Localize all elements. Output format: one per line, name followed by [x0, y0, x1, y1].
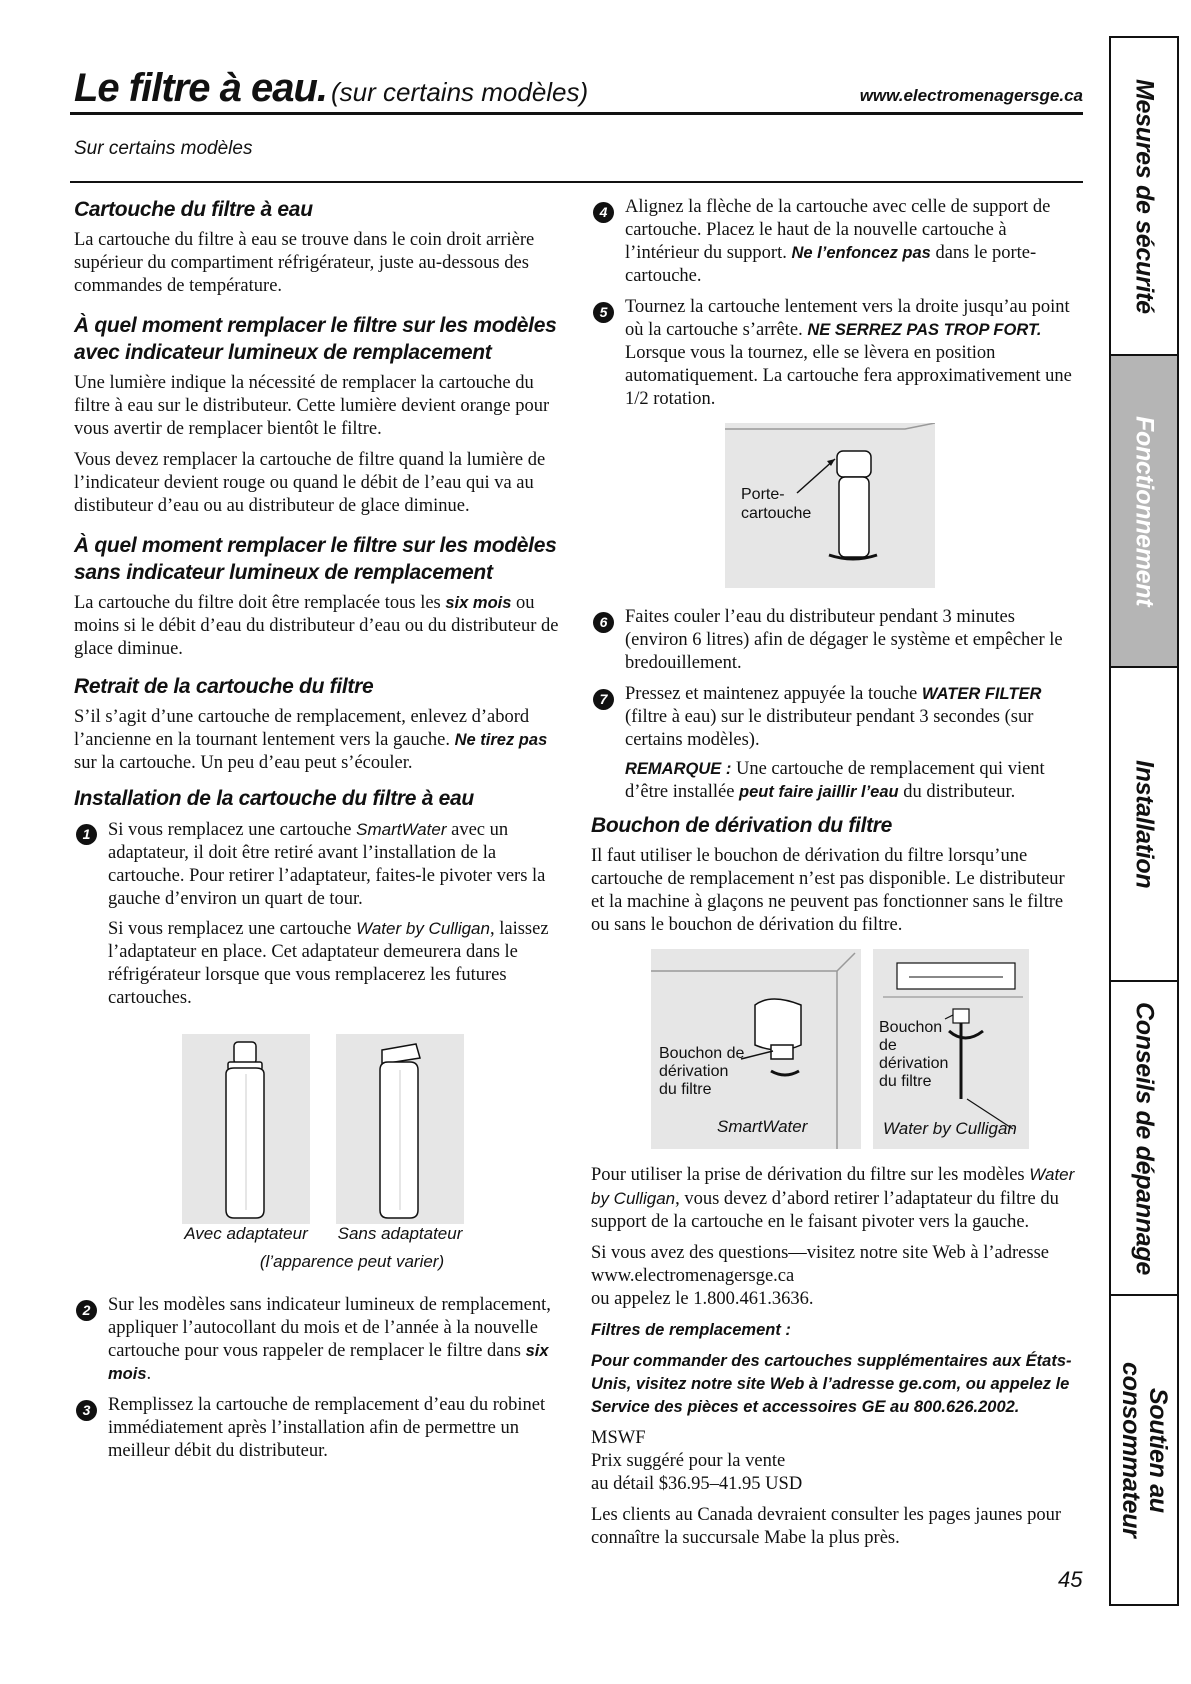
- step-number-icon: 3: [76, 1400, 97, 1421]
- figure-smartwater: [651, 949, 861, 1149]
- retrait-text: S’il s’agit d’une cartouche de remplacement, enlevez d’abord l’ancienne en la tournant lentement vers la gauche. Ne tirez pas sur la cartouche. Un peu d’eau peut s’écouler.: [74, 707, 548, 773]
- subtitle: Sur certains modèles: [74, 138, 253, 159]
- figure-sans-adaptateur: [336, 1034, 464, 1244]
- page-title-main: Le filtre à eau.: [74, 66, 327, 110]
- caption-smartwater: SmartWater: [717, 1117, 808, 1136]
- avec-indicateur-p1: Une lumière indique la nécessité de remplacer la cartouche du filtre à eau sur le distributeur. Cette lumière devient orange pour vous avertir de remplacer bientôt le filtre.: [74, 373, 550, 439]
- figure-water-by-culligan: [873, 949, 1029, 1149]
- figure-avec-adaptateur: [182, 1034, 310, 1244]
- step-number-icon: 4: [593, 202, 614, 223]
- step-6-text: Faites couler l’eau du distributeur pendant 3 minutes (environ 6 litres) afin de dégager le système et empêcher le bredouillement.: [625, 607, 1063, 673]
- tab-mesures-de-securite[interactable]: Mesures de sécurité: [1111, 38, 1177, 356]
- heading-retrait: Retrait de la cartouche du filtre: [74, 675, 374, 698]
- step-7: [591, 683, 1081, 804]
- heading-cartouche: Cartouche du filtre à eau: [74, 198, 313, 221]
- page-number: 45: [1058, 1567, 1083, 1592]
- tab-fonctionnement[interactable]: Fonctionnement: [1111, 356, 1177, 668]
- cartouche-text: La cartouche du filtre à eau se trouve dans le coin droit arrière supérieur du compartiment réfrigérateur, juste au-dessous des commandes de température.: [74, 230, 535, 296]
- step-6: [591, 606, 1081, 675]
- emphasis-six-mois: six mois: [445, 594, 512, 612]
- step-1: [74, 818, 570, 1010]
- step-5-text: Tournez la cartouche lentement vers la droite jusqu’au point où la cartouche s’arrête. NE SERREZ PAS TROP FORT. Lorsque vous la tournez, elle se lèvera en position automatiquement. La cartouche fera approximativement une 1/2 rotation.: [625, 297, 1072, 409]
- culligan-label: Bouchon de dérivation du filtre: [879, 1019, 949, 1090]
- bypass-figures: [651, 949, 1081, 1149]
- page-title: [74, 66, 588, 111]
- site-url[interactable]: www.electromenagersge.ca: [859, 86, 1083, 105]
- step-5: [591, 296, 1081, 411]
- right-column: [591, 196, 1081, 1558]
- step-3-text: Remplissez la cartouche de remplacement d’eau du robinet immédiatement après l’installation afin de permettre un meilleur débit du distributeur.: [108, 1395, 546, 1461]
- filter-cartridge-icon: [336, 1034, 464, 1224]
- step-1-text-2: Si vous remplacez une cartouche Water by Culligan, laissez l’adaptateur en place. Cet adaptateur demeurera dans le réfrigérateur lorsque que vous remplacerez les futures cartouches.: [108, 919, 549, 1008]
- step-number-icon: 6: [593, 612, 614, 633]
- step-number-icon: 5: [593, 302, 614, 323]
- section-rule: [70, 181, 1083, 183]
- step-2-text: Sur les modèles sans indicateur lumineux de remplacement, appliquer l’autocollant du mois et de l’année à la nouvelle cartouche pour vous rappeler de remplacer le filtre dans six mois.: [108, 1295, 551, 1384]
- page-title-sub: (sur certains modèles): [330, 77, 589, 107]
- tab-installation[interactable]: Installation: [1111, 668, 1177, 982]
- title-rule: [70, 112, 1083, 115]
- heading-avec-indicateur: À quel moment remplacer le filtre sur les modèles avec indicateur lumineux de remplacement: [74, 314, 557, 364]
- step-4: [591, 196, 1081, 288]
- figure-porte-cartouche: [725, 423, 935, 588]
- step-number-icon: 7: [593, 689, 614, 710]
- left-column: [74, 196, 570, 1471]
- sans-indicateur-text: La cartouche du filtre doit être remplacée tous les six mois ou moins si le débit d’eau du distributeur d’eau ou du distributeur de glace diminue.: [74, 593, 559, 659]
- step-7-remarque: REMARQUE : Une cartouche de remplacement qui vient d’être installée peut faire jaillir l’eau du distributeur.: [625, 759, 1045, 802]
- figure-note: (l’apparence peut varier): [259, 1252, 445, 1271]
- bypass-use-text: Pour utiliser la prise de dérivation du filtre sur les modèles Water by Culligan, vous devez d’abord retirer l’adaptateur du filtre du support de la cartouche en le faisant pivoter vers la gauche.: [591, 1165, 1075, 1232]
- heading-bouchon: Bouchon de dérivation du filtre: [591, 814, 893, 837]
- heading-sans-indicateur: À quel moment remplacer le filtre sur les modèles sans indicateur lumineux de remplacement: [74, 534, 557, 584]
- questions-text: Si vous avez des questions—visitez notre site Web à l’adresse www.electromenagersge.ca ou appelez le 1.800.461.3636.: [591, 1243, 1049, 1309]
- step-7-text: Pressez et maintenez appuyée la touche WATER FILTER (filtre à eau) sur le distributeur pendant 3 secondes (sur certains modèles).: [625, 684, 1042, 750]
- caption-sans-adaptateur: Sans adaptateur: [337, 1224, 463, 1243]
- porte-cartouche-label: Porte- cartouche: [741, 486, 812, 522]
- tab-conseils-de-depannage[interactable]: Conseils de dépannage: [1111, 982, 1177, 1296]
- avec-indicateur-p2: Vous devez remplacer la cartouche de filtre quand la lumière de l’indicateur devient rouge ou quand le débit de l’eau qui va au distibuteur d’eau ou au distributeur de glace diminue.: [74, 450, 546, 516]
- price-text: MSWF Prix suggéré pour la vente au détail $36.95–41.95 USD: [591, 1428, 803, 1494]
- step-number-icon: 1: [76, 824, 97, 845]
- step-1-text: Si vous remplacez une cartouche SmartWater avec un adaptateur, il doit être retiré avant l’installation de la cartouche. Pour retirer l’adaptateur, faites-le pivoter vers la gauche d’environ un quart de tour.: [108, 820, 546, 909]
- emphasis-ne-tirez-pas: Ne tirez pas: [454, 731, 548, 749]
- caption-water-by-culligan: Water by Culligan: [883, 1119, 1017, 1138]
- filter-figures: [182, 1034, 570, 1244]
- caption-avec-adaptateur: Avec adaptateur: [184, 1224, 308, 1243]
- step-number-icon: 2: [76, 1300, 97, 1321]
- questions-url[interactable]: www.electromenagersge.ca: [591, 1266, 795, 1286]
- bouchon-text: Il faut utiliser le bouchon de dérivation du filtre lorsqu’une cartouche de remplacement n’est pas disponible. Le distributeur et la machine à glaçons ne peuvent pas fonctionner sans le filtre ou sans le bouchon de dérivation du filtre.: [591, 846, 1065, 935]
- step-4-text: Alignez la flèche de la cartouche avec celle de support de cartouche. Placez le haut de la nouvelle cartouche à l’intérieur du support. Ne l’enfoncez pas dans le porte-cartouche.: [625, 197, 1051, 286]
- filter-cartridge-icon: [182, 1034, 310, 1224]
- side-tabs: [1109, 36, 1179, 1606]
- filtres-heading: Filtres de remplacement :: [591, 1321, 791, 1339]
- smartwater-label: Bouchon de dérivation du filtre: [659, 1045, 745, 1098]
- heading-installation: Installation de la cartouche du filtre à eau: [74, 787, 474, 810]
- canada-text: Les clients au Canada devraient consulter les pages jaunes pour connaître la succursale Mabe la plus près.: [591, 1505, 1062, 1548]
- step-2: [74, 1294, 570, 1386]
- step-3: [74, 1394, 570, 1463]
- filtres-text: Pour commander des cartouches supplémentaires aux États-Unis, visitez notre site Web à l’adresse ge.com, ou appelez le Service des pièces et accessoires GE au 800.626.2002.: [591, 1352, 1072, 1416]
- tab-soutien-au-consommateur[interactable]: Soutien au consommateur: [1117, 1362, 1172, 1538]
